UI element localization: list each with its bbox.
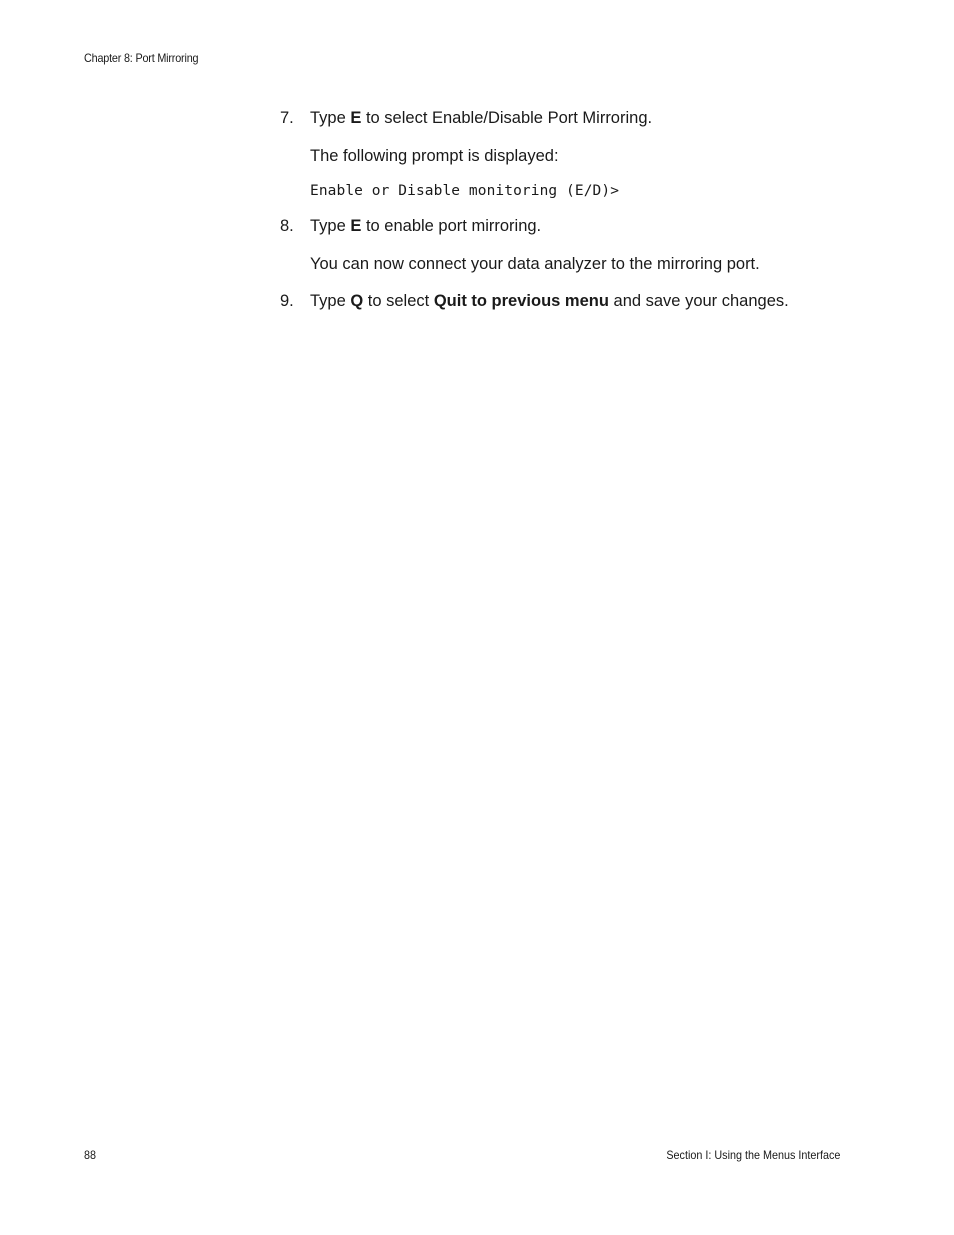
step-suffix: to select Enable/Disable Port Mirroring. (361, 109, 653, 127)
step-prefix: Type (310, 109, 351, 127)
page-content (280, 107, 880, 312)
step-middle: to select (363, 292, 434, 310)
step-text (310, 217, 541, 235)
step-number: 8. (280, 217, 294, 235)
key-name: Q (350, 292, 364, 310)
step-7 (280, 107, 880, 129)
step-9 (280, 290, 880, 312)
page-number: 88 (84, 1148, 97, 1162)
key-name: E (350, 217, 362, 235)
step-suffix: and save your changes. (608, 292, 789, 310)
section-title: Section I: Using the Menus Interface (665, 1148, 840, 1162)
step-8 (280, 215, 880, 237)
step-text (310, 109, 652, 127)
step-suffix: to enable port mirroring. (361, 217, 542, 235)
key-name: E (350, 109, 362, 127)
step-prefix: Type (310, 217, 351, 235)
menu-option-name: Quit to previous menu (433, 292, 609, 310)
step-note: The following prompt is displayed: (310, 147, 559, 165)
step-note: You can now connect your data analyzer to the mirroring port. (310, 255, 760, 273)
running-header: Chapter 8: Port Mirroring (84, 51, 199, 65)
step-number: 9. (280, 292, 294, 310)
step-text (310, 292, 789, 310)
step-prefix: Type (310, 292, 351, 310)
step-number: 7. (280, 109, 294, 127)
prompt-code: Enable or Disable monitoring (E/D)> (310, 183, 620, 199)
